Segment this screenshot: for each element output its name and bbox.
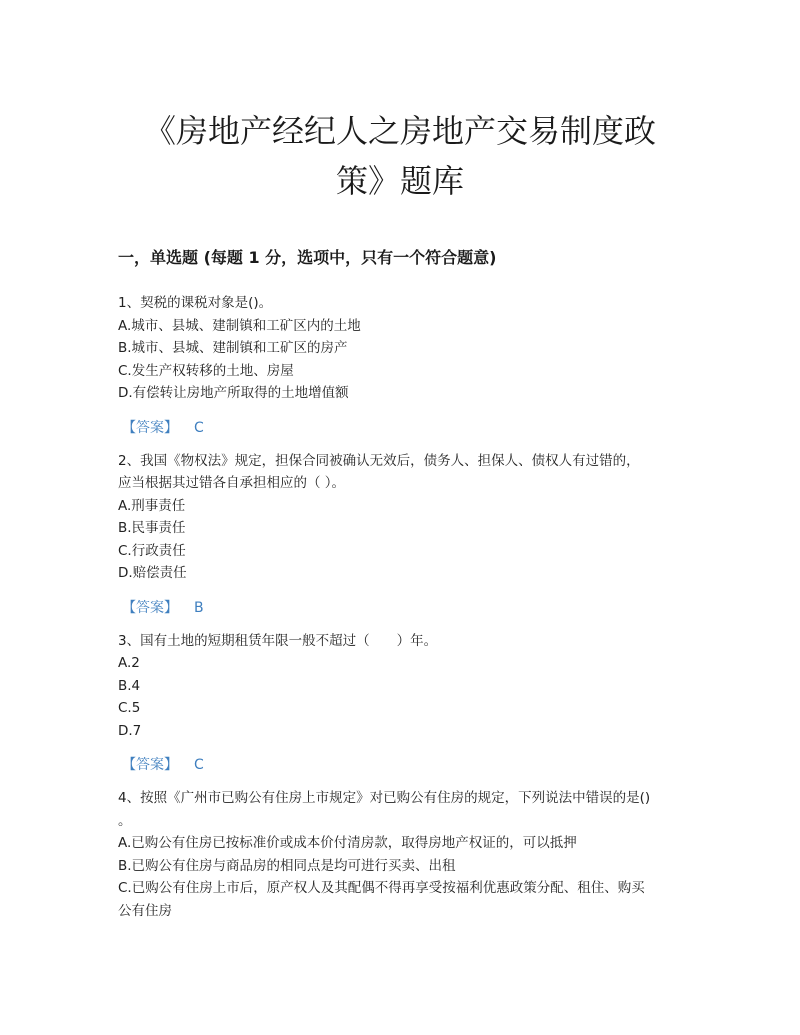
option-d: D.赔偿责任 xyxy=(118,565,187,581)
option-a: A.刑事责任 xyxy=(118,497,186,514)
question-stem-continued: 。 xyxy=(118,812,132,829)
answer-label: 【答案】 xyxy=(122,419,178,436)
option-c: C.已购公有住房上市后，原产权人及其配偶不得再享受按福利优惠政策分配、租住、购买 xyxy=(118,880,645,896)
option-d: D.7 xyxy=(118,722,142,739)
question-2 xyxy=(118,450,688,620)
option-a: A.已购公有住房已按标准价或成本价付清房款，取得房地产权证的，可以抵押 xyxy=(118,835,577,851)
option-b: B.4 xyxy=(118,677,141,694)
option-c: C.发生产权转移的土地、房屋 xyxy=(118,362,294,379)
option-b: B.城市、县城、建制镇和工矿区的房产 xyxy=(118,340,348,356)
option-a: A.2 xyxy=(118,655,140,671)
answer-value: C xyxy=(194,419,204,436)
answer-line xyxy=(118,416,688,440)
option-b: B.民事责任 xyxy=(118,520,186,536)
option-c-continued: 公有住房 xyxy=(118,902,172,919)
answer-value: C xyxy=(194,757,204,773)
document-title xyxy=(100,106,700,206)
option-d: D.有偿转让房地产所取得的土地增值额 xyxy=(118,385,349,401)
question-stem-continued: 应当根据其过错各自承担相应的（ ）。 xyxy=(118,475,346,491)
title-line-1: 《房地产经纪人之房地产交易制度政 xyxy=(143,112,656,150)
section-heading: 一，单选题 (每题 1 分，选项中，只有一个符合题意) xyxy=(118,248,497,267)
option-c: C.行政责任 xyxy=(118,542,186,559)
answer-line xyxy=(118,753,688,777)
question-stem: 2、我国《物权法》规定，担保合同被确认无效后，债务人、担保人、债权人有过错的， xyxy=(118,452,640,469)
question-list xyxy=(118,292,688,922)
question-stem: 4、按照《广州市已购公有住房上市规定》对已购公有住房的规定，下列说法中错误的是() xyxy=(118,790,651,806)
question-stem: 1、契税的课税对象是()。 xyxy=(118,295,273,311)
option-c: C.5 xyxy=(118,700,141,716)
option-b: B.已购公有住房与商品房的相同点是均可进行买卖、出租 xyxy=(118,857,456,874)
answer-label: 【答案】 xyxy=(122,757,178,773)
question-stem: 3、国有土地的短期租赁年限一般不超过（ ）年。 xyxy=(118,632,438,649)
answer-value: B xyxy=(194,599,204,616)
question-1 xyxy=(118,292,688,440)
title-line-2: 策》题库 xyxy=(335,162,464,200)
answer-line xyxy=(118,596,688,620)
question-4 xyxy=(118,787,688,922)
answer-label: 【答案】 xyxy=(122,599,178,616)
option-a: A.城市、县城、建制镇和工矿区内的土地 xyxy=(118,317,361,334)
question-3 xyxy=(118,630,688,778)
